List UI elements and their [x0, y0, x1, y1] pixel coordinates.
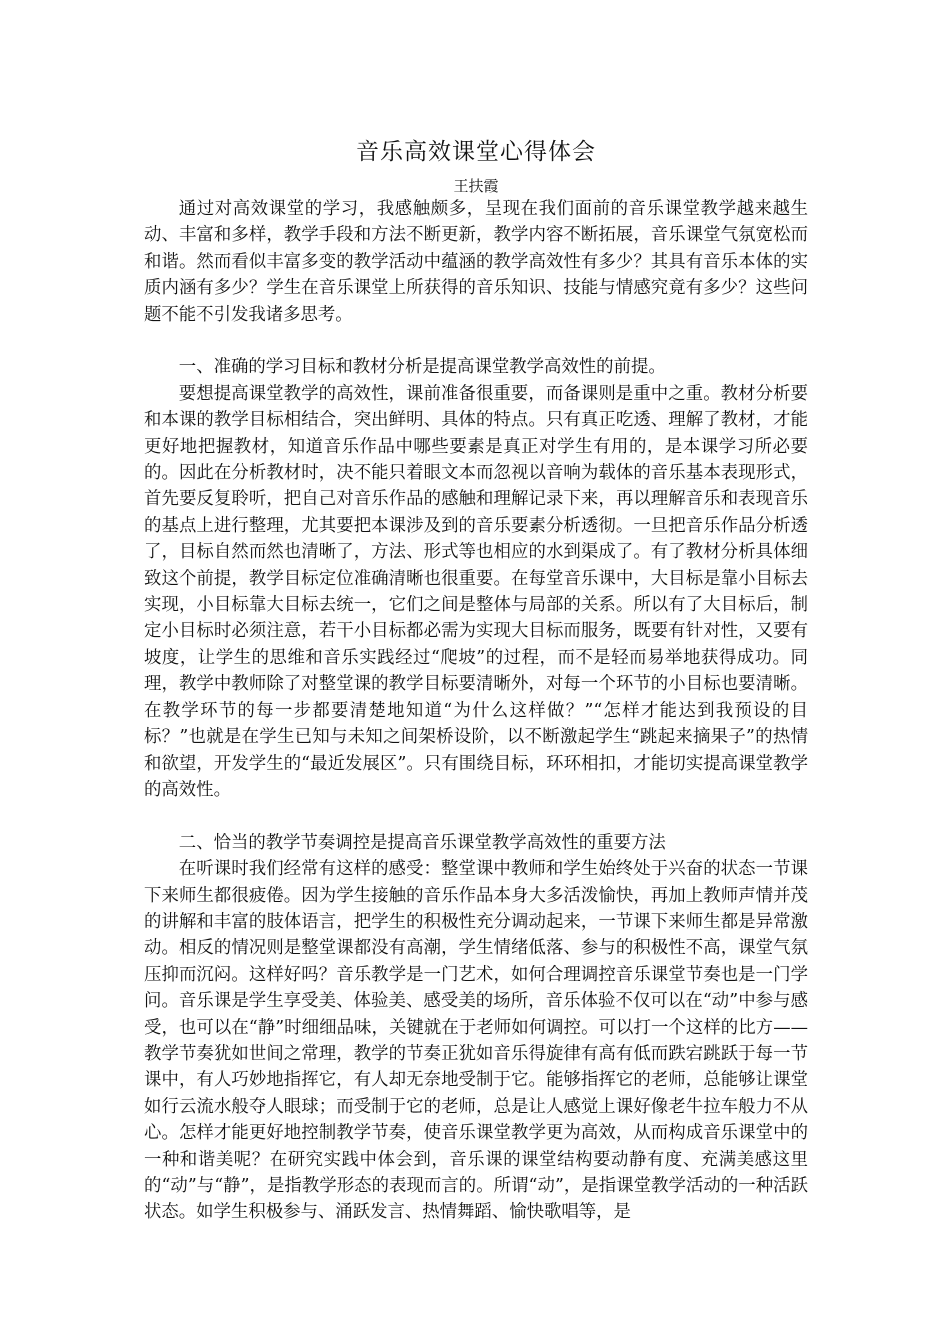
document-author: 王扶霞: [453, 177, 499, 195]
paragraph-gap: [144, 803, 808, 829]
section-2-heading: 二、恰当的教学节奏调控是提高音乐课堂教学高效性的重要方法: [178, 832, 666, 853]
section-1-heading: 一、准确的学习目标和教材分析是提高课堂教学高效性的前提。: [178, 357, 666, 378]
section-1-body: 要想提高课堂教学的高效性，课前准备很重要，而备课则是重中之重。教材分析要和本课的教学目标相结合，突出鲜明、具体的特点。只有真正吃透、理解了教材，才能更好地把握教材，知道音乐作品中哪些要素是真正对学生有用的，是本课学习所必要的。因此在分析教材时，决不能只着眼文本而忽视以音响为载体的音乐基本表现形式，首先要反复聆听，把自己对音乐作品的感触和理解记录下来，再以理解音乐和表现音乐的基点上进行整理，尤其要把本课涉及到的音乐要素分析透彻。一旦把音乐作品分析透了，目标自然而然也清晰了，方法、形式等也相应的水到渠成了。有了教材分析具体细致这个前提，教学目标定位准确清晰也很重要。在每堂音乐课中，大目标是靠小目标去实现，小目标靠大目标去统一，它们之间是整体与局部的关系。所以有了大目标后，制定小目标时必须注意，若干小目标都必需为实现大目标而服务，既要有针对性，又要有坡度，让学生的思维和音乐实践经过“爬坡”的过程，而不是轻而易举地获得成功。同理，教学中教师除了对整堂课的教学目标要清晰外，对每一个环节的小目标也要清晰。在教学环节的每一步都要清楚地知道“为什么这样做？”“怎样才能达到我预设的目标？”也就是在学生已知与未知之间架桥设阶，以不断激起学生“跳起来摘果子”的热情和欲望，开发学生的“最近发展区”。只有围绕目标，环环相扣，才能切实提高课堂教学的高效性。: [144, 383, 808, 800]
document-title: 音乐高效课堂心得体会: [356, 139, 596, 165]
intro-paragraph: 通过对高效课堂的学习，我感触颇多，呈现在我们面前的音乐课堂教学越来越生动、丰富和多样，教学手段和方法不断更新，教学内容不断拓展，音乐课堂气氛宽松而和谐。然而看似丰富多变的教学活动中蕴涵的教学高效性有多少？其具有音乐本体的实质内涵有多少？学生在音乐课堂上所获得的音乐知识、技能与情感究竟有多少？这些问题不能不引发我诸多思考。: [144, 199, 808, 325]
document-page: [144, 128, 808, 1226]
paragraph-gap: [144, 328, 808, 354]
section-2-body: 在听课时我们经常有这样的感受：整堂课中教师和学生始终处于兴奋的状态一节课下来师生都很疲倦。因为学生接触的音乐作品本身大多活泼愉快，再加上教师声情并茂的讲解和丰富的肢体语言，把学生的积极性充分调动起来，一节课下来师生都是异常激动。相反的情况则是整堂课都没有高潮，学生情绪低落、参与的积极性不高，课堂气氛压抑而沉闷。这样好吗？音乐教学是一门艺术，如何合理调控音乐课堂节奏也是一门学问。音乐课是学生享受美、体验美、感受美的场所，音乐体验不仅可以在“动”中参与感受，也可以在“静”时细细品味，关键就在于老师如何调控。可以打一个这样的比方——教学节奏犹如世间之常理，教学的节奏正犹如音乐得旋律有高有低而跌宕跳跃于每一节课中，有人巧妙地指挥它，有人却无奈地受制于它。能够指挥它的老师，总能够让课堂如行云流水般夺人眼球；而受制于它的老师，总是让人感觉上课好像老牛拉车般力不从心。怎样才能更好地控制教学节奏，使音乐课堂教学更为高效，从而构成音乐课堂中的一种和谐美呢？在研究实践中体会到，音乐课的课堂结构要动静有度、充满美感这里的“动”与“静”，是指教学形态的表现而言的。所谓“动”，是指课堂教学活动的一种活跃状态。如学生积极参与、涌跃发言、热情舞蹈、愉快歌唱等，是: [144, 859, 808, 1223]
